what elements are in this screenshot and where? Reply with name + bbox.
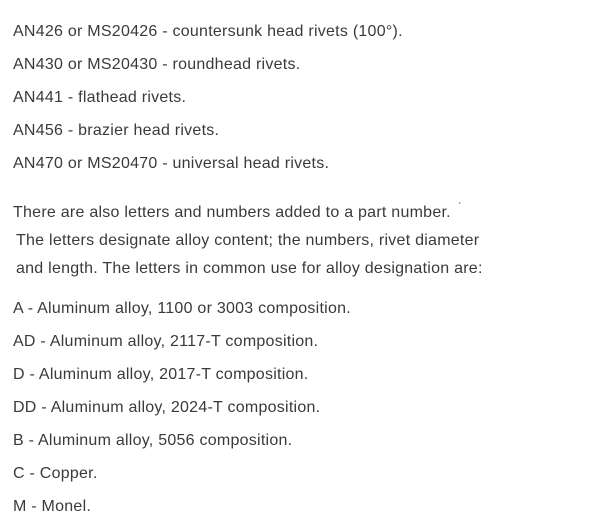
alloy-code-line: B - Aluminum alloy, 5056 composition. [13, 431, 293, 449]
alloy-code-line: DD - Aluminum alloy, 2024-T composition. [13, 398, 321, 416]
intro-paragraph [13, 199, 590, 283]
rivet-types-list [13, 15, 590, 180]
alloy-code-line: D - Aluminum alloy, 2017-T composition. [13, 365, 309, 383]
paragraph-line: The letters designate alloy content; the numbers, rivet diameter [16, 232, 480, 249]
rivet-type-line: AN456 - brazier head rivets. [13, 121, 220, 139]
rivet-type-line: AN441 - flathead rivets. [13, 88, 187, 106]
paragraph-line [13, 199, 590, 227]
alloy-code-line: M - Monel. [13, 497, 92, 515]
alloy-code-line: A - Aluminum alloy, 1100 or 3003 composition. [13, 299, 351, 317]
paragraph-line: and length. The letters in common use for alloy designation are: [16, 260, 483, 277]
stray-dot-mark: ˙ [457, 199, 464, 217]
rivet-type-line: AN430 or MS20430 - roundhead rivets. [13, 55, 301, 73]
alloy-code-line: AD - Aluminum alloy, 2117-T composition. [13, 332, 319, 350]
rivet-type-line: AN426 or MS20426 - countersunk head rivets (100°). [13, 22, 403, 40]
paragraph-line-text: There are also letters and numbers added to a part number. [13, 204, 451, 221]
rivet-type-line: AN470 or MS20470 - universal head rivets. [13, 154, 330, 172]
alloy-designation-list [13, 292, 590, 523]
alloy-code-line: C - Copper. [13, 464, 98, 482]
